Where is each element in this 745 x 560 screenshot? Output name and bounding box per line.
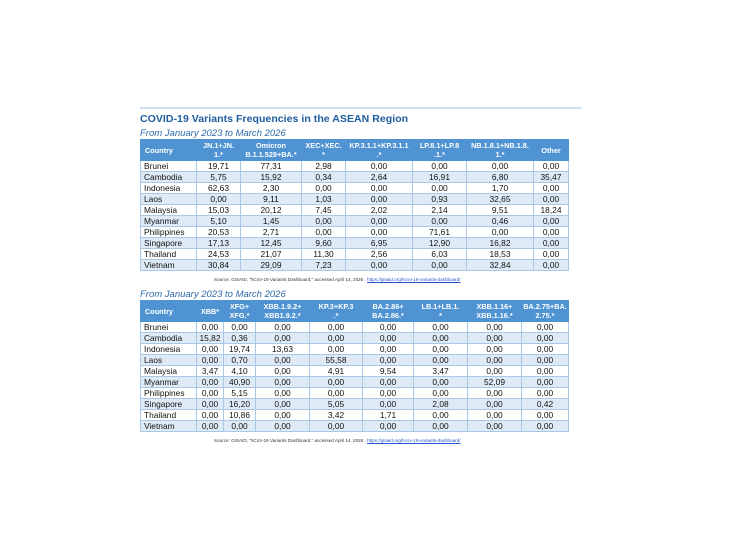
value-cell: 0,00 xyxy=(363,344,414,355)
table-row xyxy=(141,322,569,333)
value-cell: 2,64 xyxy=(346,172,413,183)
table-row xyxy=(141,194,569,205)
country-cell: Thailand xyxy=(141,249,197,260)
value-cell: 0,00 xyxy=(534,227,569,238)
value-cell: 9,11 xyxy=(241,194,302,205)
country-cell: Malaysia xyxy=(141,366,197,377)
value-cell: 18,53 xyxy=(467,249,534,260)
value-cell: 15,92 xyxy=(241,172,302,183)
value-cell: 0,00 xyxy=(197,322,224,333)
table2-source-link[interactable]: https://gisaid.org/hcov-19-variants-dashboard/ xyxy=(367,438,461,443)
country-cell: Singapore xyxy=(141,238,197,249)
value-cell: 0,00 xyxy=(522,322,569,333)
value-cell: 24,53 xyxy=(197,249,241,260)
table-row xyxy=(141,366,569,377)
value-cell: 0,00 xyxy=(468,322,522,333)
value-cell: 0,00 xyxy=(310,421,363,432)
value-cell: 15,82 xyxy=(197,333,224,344)
country-cell: Vietnam xyxy=(141,421,197,432)
value-cell: 0,00 xyxy=(467,161,534,172)
table-row xyxy=(141,260,569,271)
value-cell: 13,63 xyxy=(256,344,310,355)
country-cell: Brunei xyxy=(141,322,197,333)
value-cell: 0,00 xyxy=(197,399,224,410)
value-cell: 0,00 xyxy=(197,194,241,205)
value-cell: 0,00 xyxy=(534,260,569,271)
table2-subtitle: From January 2023 to March 2026 xyxy=(140,289,286,300)
column-header: XFG+ XFG.* xyxy=(224,301,256,322)
country-cell: Indonesia xyxy=(141,344,197,355)
value-cell: 16,82 xyxy=(467,238,534,249)
value-cell: 0,00 xyxy=(468,333,522,344)
value-cell: 6,95 xyxy=(346,238,413,249)
table-row xyxy=(141,388,569,399)
value-cell: 1,71 xyxy=(363,410,414,421)
value-cell: 0,00 xyxy=(413,260,467,271)
value-cell: 0,00 xyxy=(346,194,413,205)
country-cell: Laos xyxy=(141,355,197,366)
value-cell: 0,00 xyxy=(414,421,468,432)
value-cell: 9,54 xyxy=(363,366,414,377)
value-cell: 0,00 xyxy=(197,377,224,388)
value-cell: 52,09 xyxy=(468,377,522,388)
value-cell: 17,13 xyxy=(197,238,241,249)
value-cell: 0,00 xyxy=(468,366,522,377)
value-cell: 20,53 xyxy=(197,227,241,238)
column-header: LP.8.1+LP.8 .1.* xyxy=(413,140,467,161)
country-cell: Thailand xyxy=(141,410,197,421)
page-title: COVID-19 Variants Frequencies in the ASEAN Region xyxy=(140,113,409,125)
value-cell: 16,20 xyxy=(224,399,256,410)
value-cell: 29,09 xyxy=(241,260,302,271)
column-header: XBB.1.16+ XBB.1.16.* xyxy=(468,301,522,322)
country-cell: Indonesia xyxy=(141,183,197,194)
value-cell: 0,00 xyxy=(413,216,467,227)
table2-header-row xyxy=(141,301,569,322)
value-cell: 1,03 xyxy=(302,194,346,205)
value-cell: 0,00 xyxy=(346,227,413,238)
value-cell: 0,00 xyxy=(310,333,363,344)
header-rule xyxy=(140,107,582,109)
column-header: Other xyxy=(534,140,569,161)
table-row xyxy=(141,205,569,216)
column-header: JN.1+JN. 1.* xyxy=(197,140,241,161)
value-cell: 10,86 xyxy=(224,410,256,421)
value-cell: 2,30 xyxy=(241,183,302,194)
value-cell: 1,70 xyxy=(467,183,534,194)
value-cell: 0,00 xyxy=(256,388,310,399)
value-cell: 0,00 xyxy=(256,421,310,432)
value-cell: 0,00 xyxy=(522,355,569,366)
value-cell: 0,00 xyxy=(414,322,468,333)
value-cell: 2,98 xyxy=(302,161,346,172)
value-cell: 0,00 xyxy=(522,366,569,377)
value-cell: 0,00 xyxy=(534,238,569,249)
table1-source-link[interactable]: https://gisaid.org/hcov-19-variants-dashboard/ xyxy=(367,277,461,282)
value-cell: 16,91 xyxy=(413,172,467,183)
value-cell: 18,24 xyxy=(534,205,569,216)
value-cell: 2,14 xyxy=(413,205,467,216)
table1-source xyxy=(214,277,461,282)
value-cell: 4,91 xyxy=(310,366,363,377)
value-cell: 7,45 xyxy=(302,205,346,216)
value-cell: 0,00 xyxy=(534,161,569,172)
column-header: NB.1.8.1+NB.1.8. 1.* xyxy=(467,140,534,161)
value-cell: 0,00 xyxy=(310,322,363,333)
value-cell: 0,00 xyxy=(256,355,310,366)
table1-header-row xyxy=(141,140,569,161)
value-cell: 0,00 xyxy=(363,322,414,333)
value-cell: 0,00 xyxy=(414,377,468,388)
country-cell: Singapore xyxy=(141,399,197,410)
value-cell: 12,45 xyxy=(241,238,302,249)
value-cell: 0,00 xyxy=(363,333,414,344)
value-cell: 0,00 xyxy=(468,344,522,355)
table-row xyxy=(141,172,569,183)
value-cell: 0,00 xyxy=(363,355,414,366)
table-row xyxy=(141,421,569,432)
value-cell: 32,65 xyxy=(467,194,534,205)
value-cell: 35,47 xyxy=(534,172,569,183)
table-row xyxy=(141,227,569,238)
value-cell: 0,00 xyxy=(346,260,413,271)
column-header: XEC+XEC. * xyxy=(302,140,346,161)
value-cell: 0,00 xyxy=(346,161,413,172)
column-header: KP.3.1.1+KP.3.1.1 .* xyxy=(346,140,413,161)
value-cell: 5,10 xyxy=(197,216,241,227)
value-cell: 0,00 xyxy=(302,216,346,227)
value-cell: 30,84 xyxy=(197,260,241,271)
value-cell: 2,08 xyxy=(414,399,468,410)
value-cell: 19,71 xyxy=(197,161,241,172)
table-row xyxy=(141,410,569,421)
value-cell: 5,05 xyxy=(310,399,363,410)
value-cell: 4,10 xyxy=(224,366,256,377)
column-header: Omicron B.1.1.529+BA.* xyxy=(241,140,302,161)
value-cell: 0,00 xyxy=(534,183,569,194)
value-cell: 15,03 xyxy=(197,205,241,216)
value-cell: 0,00 xyxy=(363,399,414,410)
value-cell: 0,00 xyxy=(468,421,522,432)
value-cell: 0,36 xyxy=(224,333,256,344)
value-cell: 0,00 xyxy=(467,227,534,238)
table2-source-text: Source: GISAID, "hCoV-19 Variants Dashboard," accessed April 14, 2026 . xyxy=(214,438,366,443)
variants-table-2 xyxy=(140,300,569,432)
value-cell: 3,47 xyxy=(414,366,468,377)
value-cell: 0,46 xyxy=(467,216,534,227)
table-row xyxy=(141,238,569,249)
value-cell: 62,63 xyxy=(197,183,241,194)
column-header: BA.2.86+ BA.2.86.* xyxy=(363,301,414,322)
value-cell: 0,00 xyxy=(310,388,363,399)
country-cell: Brunei xyxy=(141,161,197,172)
value-cell: 0,00 xyxy=(414,344,468,355)
value-cell: 0,00 xyxy=(197,388,224,399)
value-cell: 6,80 xyxy=(467,172,534,183)
country-cell: Cambodia xyxy=(141,333,197,344)
country-cell: Philippines xyxy=(141,227,197,238)
value-cell: 19,74 xyxy=(224,344,256,355)
table-row xyxy=(141,183,569,194)
table1-source-text: Source: GISAID, "hCoV-19 Variants Dashboard," accessed April 14, 2026 . xyxy=(214,277,366,282)
value-cell: 0,00 xyxy=(468,399,522,410)
country-cell: Vietnam xyxy=(141,260,197,271)
value-cell: 2,56 xyxy=(346,249,413,260)
value-cell: 0,00 xyxy=(534,216,569,227)
value-cell: 20,12 xyxy=(241,205,302,216)
value-cell: 6,03 xyxy=(413,249,467,260)
value-cell: 0,00 xyxy=(413,161,467,172)
value-cell: 0,00 xyxy=(468,388,522,399)
value-cell: 0,00 xyxy=(256,410,310,421)
value-cell: 0,00 xyxy=(413,183,467,194)
value-cell: 1,45 xyxy=(241,216,302,227)
value-cell: 32,84 xyxy=(467,260,534,271)
value-cell: 2,02 xyxy=(346,205,413,216)
value-cell: 0,00 xyxy=(363,388,414,399)
value-cell: 0,00 xyxy=(197,410,224,421)
value-cell: 9,60 xyxy=(302,238,346,249)
value-cell: 0,00 xyxy=(224,322,256,333)
value-cell: 0,00 xyxy=(302,183,346,194)
value-cell: 0,00 xyxy=(256,377,310,388)
value-cell: 5,15 xyxy=(224,388,256,399)
value-cell: 0,00 xyxy=(224,421,256,432)
country-cell: Philippines xyxy=(141,388,197,399)
value-cell: 0,00 xyxy=(414,388,468,399)
value-cell: 12,90 xyxy=(413,238,467,249)
value-cell: 11,30 xyxy=(302,249,346,260)
value-cell: 0,00 xyxy=(468,410,522,421)
country-cell: Laos xyxy=(141,194,197,205)
value-cell: 0,00 xyxy=(310,344,363,355)
value-cell: 0,00 xyxy=(256,333,310,344)
value-cell: 40,90 xyxy=(224,377,256,388)
value-cell: 0,70 xyxy=(224,355,256,366)
column-header: BA.2.75+BA. 2.75.* xyxy=(523,302,567,320)
value-cell: 5,75 xyxy=(197,172,241,183)
value-cell: 0,00 xyxy=(522,377,569,388)
column-header-country: Country xyxy=(141,140,197,161)
value-cell: 0,00 xyxy=(534,194,569,205)
column-header-country: Country xyxy=(141,301,197,322)
value-cell: 0,00 xyxy=(522,344,569,355)
value-cell: 0,00 xyxy=(522,421,569,432)
value-cell: 0,00 xyxy=(346,216,413,227)
value-cell: 0,00 xyxy=(363,377,414,388)
table2-body xyxy=(141,322,569,432)
value-cell: 0,00 xyxy=(522,410,569,421)
value-cell: 9,51 xyxy=(467,205,534,216)
value-cell: 0,00 xyxy=(522,388,569,399)
value-cell: 2,71 xyxy=(241,227,302,238)
value-cell: 3,42 xyxy=(310,410,363,421)
table2-source xyxy=(214,438,461,443)
value-cell: 55,58 xyxy=(310,355,363,366)
value-cell: 0,00 xyxy=(363,421,414,432)
table-row xyxy=(141,399,569,410)
value-cell: 0,00 xyxy=(197,421,224,432)
value-cell: 0,93 xyxy=(413,194,467,205)
value-cell: 0,00 xyxy=(310,377,363,388)
value-cell: 21,07 xyxy=(241,249,302,260)
variants-table-1 xyxy=(140,139,569,271)
value-cell: 0,00 xyxy=(197,344,224,355)
table-row xyxy=(141,249,569,260)
column-header: XBB.1.9.2+ XBB1.9.2.* xyxy=(256,301,310,322)
value-cell: 0,00 xyxy=(197,355,224,366)
value-cell: 0,42 xyxy=(522,399,569,410)
table-row xyxy=(141,216,569,227)
country-cell: Cambodia xyxy=(141,172,197,183)
value-cell: 0,00 xyxy=(302,227,346,238)
value-cell: 7,23 xyxy=(302,260,346,271)
value-cell: 0,00 xyxy=(414,355,468,366)
table-row xyxy=(141,161,569,172)
value-cell: 0,00 xyxy=(256,366,310,377)
column-header: KP.3+KP.3 .* xyxy=(310,301,363,322)
value-cell: 0,34 xyxy=(302,172,346,183)
column-header: XBB* xyxy=(197,301,224,322)
value-cell: 0,00 xyxy=(414,410,468,421)
value-cell: 71,61 xyxy=(413,227,467,238)
value-cell: 3,47 xyxy=(197,366,224,377)
table-row xyxy=(141,355,569,366)
value-cell: 0,00 xyxy=(468,355,522,366)
table1-subtitle: From January 2023 to March 2026 xyxy=(140,128,286,139)
value-cell: 0,00 xyxy=(414,333,468,344)
value-cell: 77,31 xyxy=(241,161,302,172)
value-cell: 0,00 xyxy=(346,183,413,194)
table1-body xyxy=(141,161,569,271)
table-row xyxy=(141,377,569,388)
table-row xyxy=(141,344,569,355)
value-cell: 0,00 xyxy=(256,399,310,410)
column-header: LB.1+LB.1. * xyxy=(414,301,468,322)
value-cell: 0,00 xyxy=(522,333,569,344)
value-cell: 0,00 xyxy=(534,249,569,260)
table-row xyxy=(141,333,569,344)
country-cell: Malaysia xyxy=(141,205,197,216)
value-cell: 0,00 xyxy=(256,322,310,333)
country-cell: Myanmar xyxy=(141,377,197,388)
country-cell: Myanmar xyxy=(141,216,197,227)
